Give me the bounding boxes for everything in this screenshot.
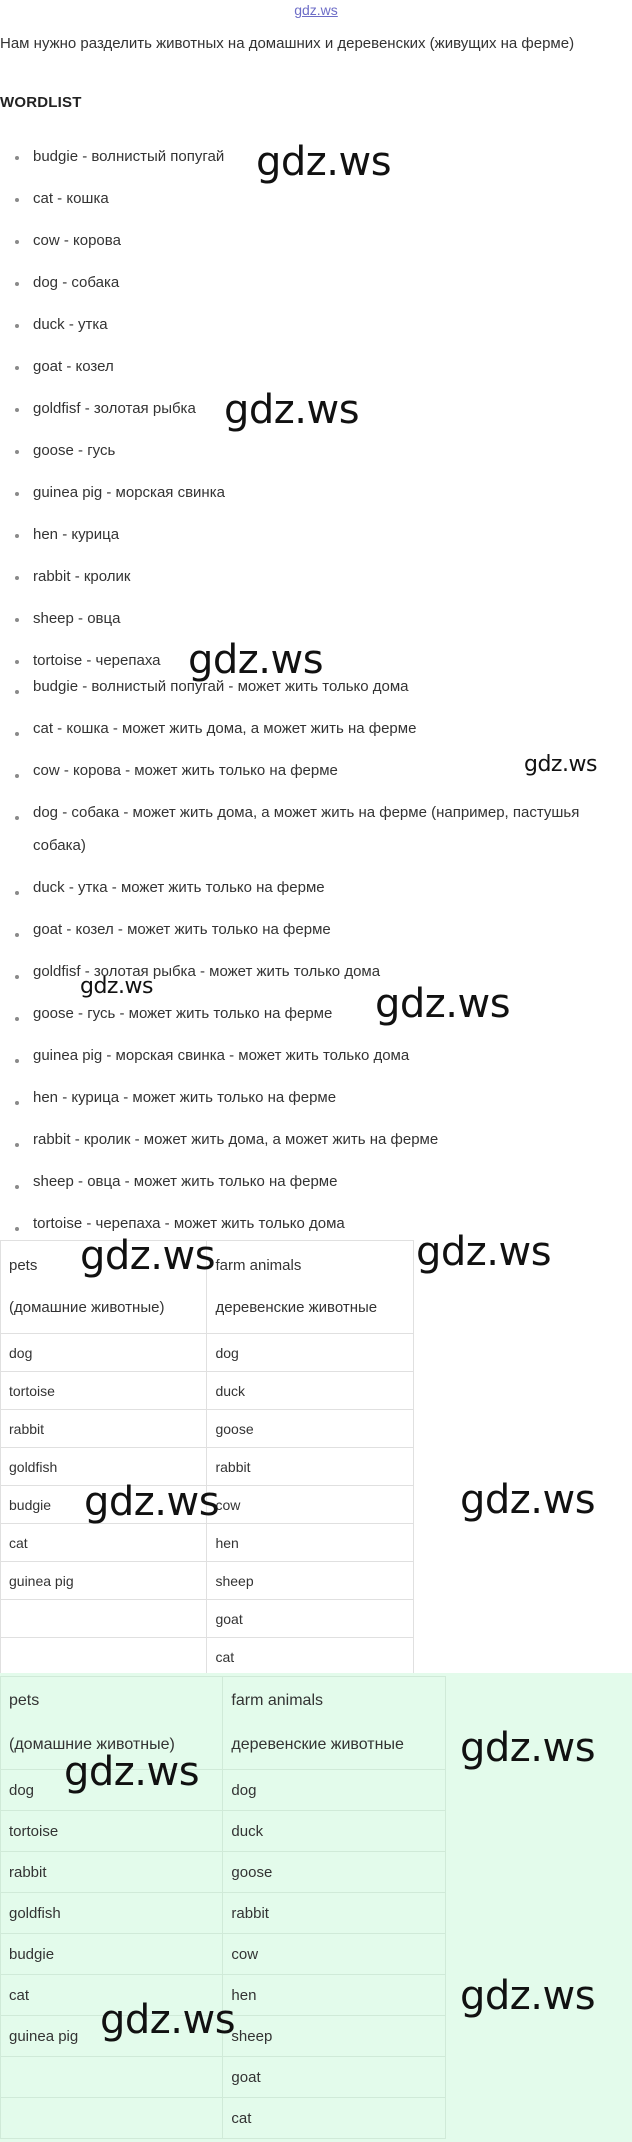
farm-animal-cell: hen — [207, 1524, 414, 1562]
farm-animal-cell: sheep — [207, 1562, 414, 1600]
task-intro: Нам нужно разделить животных на домашних и деревенских (живущих на ферме) — [0, 35, 575, 52]
farm-animal-cell: cow — [207, 1486, 414, 1524]
table-row — [1, 1852, 446, 1893]
pets-cell — [1, 1600, 207, 1638]
farm-animal-cell: duck — [223, 1811, 446, 1852]
note-item: rabbit - кролик - может жить дома, а может жить на ферме — [0, 1123, 600, 1156]
watermark: gdz.ws — [188, 637, 324, 683]
note-item: hen - курица - может жить только на ферме — [0, 1081, 600, 1114]
watermark: gdz.ws — [416, 1229, 552, 1275]
note-item: goose - гусь - может жить только на ферме — [0, 997, 600, 1030]
farm-animal-cell: duck — [207, 1372, 414, 1410]
wordlist-item: hen - курица — [0, 514, 600, 556]
farm-animal-cell: rabbit — [223, 1893, 446, 1934]
wordlist-item: tortoise - черепаха — [0, 640, 600, 682]
pets-cell: goldfish — [1, 1448, 207, 1486]
wordlist-item: rabbit - кролик — [0, 556, 600, 598]
farm-animals-header — [207, 1241, 414, 1334]
watermark: gdz.ws — [375, 981, 511, 1027]
header-text: farm animals — [215, 1257, 302, 1274]
pets-cell — [1, 2057, 223, 2098]
farm-animal-cell: goat — [223, 2057, 446, 2098]
answer-table — [0, 1676, 446, 2139]
pets-cell: tortoise — [1, 1372, 207, 1410]
table-row — [1, 1334, 414, 1372]
watermark: gdz.ws — [256, 139, 392, 185]
table-row — [1, 1372, 414, 1410]
pets-cell: dog — [1, 1334, 207, 1372]
pets-cell: guinea pig — [1, 2016, 223, 2057]
farm-animal-cell: dog — [207, 1334, 414, 1372]
note-item: dog - собака - может жить дома, а может жить на ферме (например, пастушья собака) — [0, 796, 600, 862]
wordlist-item: cat - кошка — [0, 178, 600, 220]
farm-animal-cell: cow — [223, 1934, 446, 1975]
header-text: pets — [9, 1257, 38, 1274]
site-link[interactable]: gdz.ws — [294, 2, 338, 18]
pets-cell: rabbit — [1, 1410, 207, 1448]
notes-list — [0, 670, 600, 1249]
watermark: gdz.ws — [224, 387, 360, 433]
table-row — [1, 1600, 414, 1638]
pets-cell: rabbit — [1, 1852, 223, 1893]
note-item: cow - корова - может жить только на ферме — [0, 754, 600, 787]
farm-animal-cell: sheep — [223, 2016, 446, 2057]
pets-farm-table — [0, 1240, 414, 1676]
watermark: gdz.ws — [80, 974, 153, 999]
farm-animal-cell: dog — [223, 1770, 446, 1811]
wordlist-title: WORDLIST — [0, 94, 82, 111]
wordlist-item: budgie - волнистый попугай — [0, 136, 600, 178]
table-row — [1, 1811, 446, 1852]
table-row — [1, 1638, 414, 1676]
header-text: (домашние животные) — [9, 1736, 175, 1753]
farm-animal-cell: goose — [207, 1410, 414, 1448]
pets-cell — [1, 1638, 207, 1676]
note-item: guinea pig - морская свинка - может жить только дома — [0, 1039, 600, 1072]
header-text: деревенские животные — [215, 1299, 378, 1316]
watermark: gdz.ws — [460, 1973, 596, 2019]
farm-animals-header — [223, 1677, 446, 1770]
pets-cell: dog — [1, 1770, 223, 1811]
watermark: gdz.ws — [84, 1479, 220, 1525]
header-text: farm animals — [231, 1692, 323, 1709]
table-row — [1, 2057, 446, 2098]
watermark: gdz.ws — [460, 1725, 596, 1771]
note-item: goat - козел - может жить только на ферме — [0, 913, 600, 946]
header-text: (домашние животные) — [9, 1299, 165, 1316]
pets-cell: budgie — [1, 1934, 223, 1975]
farm-animal-cell: hen — [223, 1975, 446, 2016]
wordlist-item: goose - гусь — [0, 430, 600, 472]
wordlist-item: cow - корова — [0, 220, 600, 262]
pets-cell: guinea pig — [1, 1562, 207, 1600]
table-row — [1, 1893, 446, 1934]
pets-cell: cat — [1, 1524, 207, 1562]
farm-animal-cell: cat — [207, 1638, 414, 1676]
note-item: sheep - овца - может жить только на ферме — [0, 1165, 600, 1198]
wordlist-item: dog - собака — [0, 262, 600, 304]
farm-animal-cell: goose — [223, 1852, 446, 1893]
table-row — [1, 2098, 446, 2139]
pets-cell: budgie — [1, 1486, 207, 1524]
note-item: duck - утка - может жить только на ферме — [0, 871, 600, 904]
pets-cell: cat — [1, 1975, 223, 2016]
table-row — [1, 1562, 414, 1600]
note-item: goldfisf - золотая рыбка - может жить только дома — [0, 955, 600, 988]
pets-cell: goldfish — [1, 1893, 223, 1934]
table-row — [1, 1524, 414, 1562]
watermark: gdz.ws — [64, 1749, 200, 1795]
watermark: gdz.ws — [524, 752, 597, 777]
watermark: gdz.ws — [460, 1477, 596, 1523]
header-text: pets — [9, 1692, 40, 1709]
wordlist-item: goat - козел — [0, 346, 600, 388]
header-text: деревенские животные — [231, 1736, 404, 1753]
pets-cell: tortoise — [1, 1811, 223, 1852]
wordlist-item: goldfisf - золотая рыбка — [0, 388, 600, 430]
table-row — [1, 1934, 446, 1975]
table-row — [1, 1410, 414, 1448]
watermark: gdz.ws — [80, 1233, 216, 1279]
farm-animal-cell: goat — [207, 1600, 414, 1638]
pets-cell — [1, 2098, 223, 2139]
farm-animal-cell: rabbit — [207, 1448, 414, 1486]
farm-animal-cell: cat — [223, 2098, 446, 2139]
wordlist-item: duck - утка — [0, 304, 600, 346]
wordlist-item: sheep - овца — [0, 598, 600, 640]
note-item: budgie - волнистый попугай - может жить только дома — [0, 670, 600, 703]
watermark: gdz.ws — [100, 1997, 236, 2043]
wordlist-item: guinea pig - морская свинка — [0, 472, 600, 514]
note-item: cat - кошка - может жить дома, а может жить на ферме — [0, 712, 600, 745]
note-item: tortoise - черепаха - может жить только дома — [0, 1207, 600, 1240]
